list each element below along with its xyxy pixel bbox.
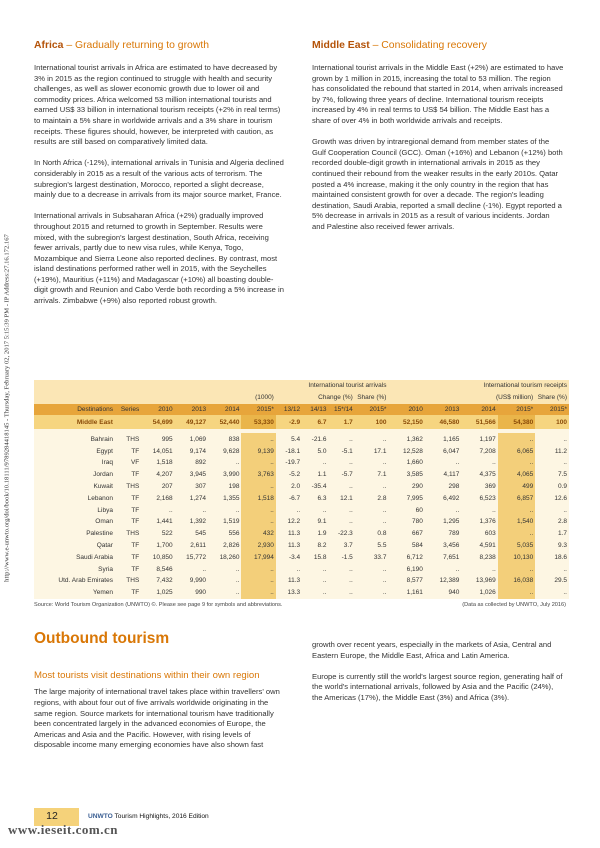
table-cell: .. xyxy=(241,563,275,575)
destination-cell: Yemen xyxy=(92,589,113,597)
outbound-right-column xyxy=(312,640,564,714)
destination-cell: Qatar xyxy=(96,541,113,549)
table-cell: 7.5 xyxy=(557,471,567,479)
table-cell: TF xyxy=(131,589,140,597)
table-row xyxy=(34,504,569,516)
table-cell: 1,540 xyxy=(498,516,535,528)
table-cell: 1,376 xyxy=(479,518,496,526)
table-cell: .. xyxy=(498,433,535,445)
table-cell: .. xyxy=(349,565,353,573)
africa-paragraph-3: International arrivals in Subsaharan Africa (+2%) gradually improved throughout 2015 and returned to growth in September. Results were mixed, with the subregion's largest destination, South Africa, receiving fewer arrivals, partly due to new visa rules, while Kenya, Togo, Mozambique and Sierra Leone also reported declines. By contrast, most island destinations performed rather well in 2015, with the Seychelles (+19%), Mauritius (+11%) and Madagascar (+10%) all boasting double-digit growth and Reunion and Cabo Verde both recording a 5% increase in arrivals. Zimbabwe (+9%) also reported robust growth. xyxy=(34,211,284,306)
table-cell: .. xyxy=(498,457,535,469)
table-cell: .. xyxy=(382,589,387,597)
table-cell: 6.7 xyxy=(302,415,328,429)
table-column-header-row xyxy=(34,404,569,416)
table-cell: 17.1 xyxy=(373,447,387,455)
table-cell: 15.8 xyxy=(313,553,327,561)
table-cell: 1,518 xyxy=(156,459,173,467)
table-cell: TF xyxy=(131,494,140,502)
africa-subtitle: – Gradually returning to growth xyxy=(63,40,209,51)
destination-cell: Kuwait xyxy=(93,482,113,490)
table-cell: 18,260 xyxy=(219,553,240,561)
middle-east-section xyxy=(312,40,564,243)
table-cell: 2.8 xyxy=(557,518,567,526)
table-cell: .. xyxy=(349,482,353,490)
table-cell: 16,038 xyxy=(498,575,535,587)
table-cell: 432 xyxy=(241,528,275,540)
table-cell: .. xyxy=(563,589,567,597)
table-cell: TF xyxy=(131,553,140,561)
table-cell: 9,139 xyxy=(241,445,275,457)
table-cell: .. xyxy=(202,565,207,573)
table-cell: .. xyxy=(241,575,275,587)
footer-publication: Tourism Highlights, 2016 Edition xyxy=(112,813,209,820)
table-cell: 5,035 xyxy=(498,540,535,552)
table-row xyxy=(34,457,569,469)
table-cell: TF xyxy=(131,471,140,479)
table-cell: .. xyxy=(563,506,567,514)
table-cell: 1,025 xyxy=(156,589,173,597)
table-cell: 100 xyxy=(535,415,569,429)
table-cell: .. xyxy=(563,565,567,573)
table-cell: 3,945 xyxy=(189,471,207,479)
table-cell: 15,772 xyxy=(186,553,207,561)
table-cell: 556 xyxy=(228,530,240,538)
table-cell: 8,238 xyxy=(479,553,496,561)
table-cell: 2.8 xyxy=(377,494,387,502)
middle-east-title xyxy=(312,40,564,51)
table-cell: .. xyxy=(498,563,535,575)
table-cell: 1,197 xyxy=(479,435,496,443)
table-cell: 3,763 xyxy=(241,469,275,481)
table-cell: 307 xyxy=(195,482,207,490)
table-cell: 789 xyxy=(448,530,460,538)
table-cell: THS xyxy=(126,435,140,443)
table-row xyxy=(34,563,569,575)
table-cell: TF xyxy=(131,541,140,549)
table-cell: 3,990 xyxy=(223,471,240,479)
middle-east-region-name: Middle East xyxy=(312,40,370,51)
table-cell: 990 xyxy=(195,589,207,597)
arrivals-units-header: (1000) xyxy=(141,392,276,404)
table-cell: 1.7 xyxy=(557,530,567,538)
table-cell: .. xyxy=(241,457,275,469)
table-cell: 1,161 xyxy=(406,589,423,597)
table-cell: 780 xyxy=(412,518,423,526)
table-cell: 1.1 xyxy=(317,471,327,479)
table-cell: 11.3 xyxy=(288,577,301,585)
table-row xyxy=(34,445,569,457)
column-header: 2010 xyxy=(141,404,174,416)
table-cell: 545 xyxy=(195,530,207,538)
table-cell: .. xyxy=(169,506,173,514)
table-cell: 9.1 xyxy=(317,518,327,526)
table-body xyxy=(34,415,569,598)
table-source-note: Source: World Tourism Organization (UNWTO) ©. Please see page 9 for symbols and abbreviations. xyxy=(34,602,283,608)
table-cell: 8,546 xyxy=(156,565,173,573)
destination-cell: Bahrain xyxy=(90,435,113,443)
table-cell: .. xyxy=(322,506,327,514)
table-cell: 4,065 xyxy=(498,469,535,481)
middle-east-paragraph-1: International tourist arrivals in the Middle East (+2%) are estimated to have grown by 1 million in 2015, increasing the total to 53 million. The region has consolidated the rebound that started in 2014, when arrivals increased by 7%, following three years of decline. International tourism receipts increased by 4% in real terms to US$ 54 billion. The Middle East has a share of over 4% in both worldwide arrivals and receipts. xyxy=(312,63,564,125)
receipts-share-header: Share (%) xyxy=(535,392,569,404)
destination-cell: Middle East xyxy=(34,415,115,429)
table-cell: 7,432 xyxy=(156,577,173,585)
table-cell: .. xyxy=(241,504,275,516)
outbound-subheading: Most tourists visit destinations within their own region xyxy=(34,670,260,681)
change-header: Change (%) xyxy=(276,392,355,404)
watermark-text: www.ieseit.com.cn xyxy=(8,822,118,837)
table-cell: .. xyxy=(322,577,327,585)
column-header: 2010 xyxy=(388,404,424,416)
table-cell: .. xyxy=(498,504,535,516)
table-cell: 522 xyxy=(161,530,173,538)
table-cell: .. xyxy=(492,565,496,573)
table-row xyxy=(34,481,569,493)
receipts-group-header: International tourism receipts xyxy=(388,380,569,392)
table-cell: 207 xyxy=(161,482,173,490)
footer-title xyxy=(88,813,209,820)
table-cell: 9,628 xyxy=(223,447,240,455)
table-cell: 1,392 xyxy=(189,518,207,526)
table-cell: TF xyxy=(131,506,140,514)
table-cell: 892 xyxy=(195,459,207,467)
table-cell: TF xyxy=(131,447,140,455)
table-cell: .. xyxy=(349,577,353,585)
table-cell: 5.4 xyxy=(291,435,301,443)
table-cell: 1,165 xyxy=(443,435,460,443)
table-cell: 369 xyxy=(484,482,496,490)
table-cell: 17,994 xyxy=(241,551,275,563)
table-cell: 52,440 xyxy=(208,415,241,429)
table-subgroup-header-row xyxy=(34,392,569,404)
table-cell: .. xyxy=(235,565,240,573)
table-cell: THS xyxy=(126,482,140,490)
table-total-row xyxy=(34,415,569,429)
table-cell: 5.0 xyxy=(317,447,327,455)
table-cell: 11.3 xyxy=(288,541,301,549)
table-row xyxy=(34,575,569,587)
table-cell: .. xyxy=(349,506,353,514)
africa-paragraph-1: International tourist arrivals in Africa are estimated to have decreased by 3% in 2015 as the region continued to struggle with health and security challenges, as well as slower economic growth due to lower oil and commodity prices. Africa welcomed 53 million international tourists and earned US$ 33 billion in international tourism receipts (+2% in real terms) to maintain a 5% share in worldwide arrivals and a 3% share in tourism receipts. These figures should, however, be interpreted with caution, as results are still based on comparatively limited data. xyxy=(34,63,281,147)
table-cell: TF xyxy=(131,565,140,573)
table-cell: 6,523 xyxy=(479,494,496,502)
table-cell: -19.7 xyxy=(285,459,301,467)
table-cell: 1,518 xyxy=(241,492,275,504)
table-cell: 14,051 xyxy=(152,447,173,455)
middle-east-subtitle: – Consolidating recovery xyxy=(369,40,487,51)
table-cell: 8.2 xyxy=(317,541,327,549)
table-cell: 60 xyxy=(415,506,423,514)
column-header: 2014 xyxy=(461,404,497,416)
table-cell: .. xyxy=(382,565,387,573)
table-cell: .. xyxy=(498,587,535,599)
table-cell: 5.5 xyxy=(377,541,387,549)
table-cell: -2.9 xyxy=(276,415,302,429)
table-cell: 198 xyxy=(228,482,240,490)
table-cell: .. xyxy=(296,506,301,514)
table-cell: 12,389 xyxy=(439,577,460,585)
table-cell: 1,355 xyxy=(223,494,240,502)
table-cell: 1,441 xyxy=(156,518,173,526)
table-cell: -5.2 xyxy=(288,471,301,479)
table-cell: 4,591 xyxy=(479,541,496,549)
table-row xyxy=(34,551,569,563)
table-cell: 6,047 xyxy=(443,447,460,455)
column-header: 2015* xyxy=(498,404,535,416)
table-cell: 6,712 xyxy=(406,553,423,561)
table-cell: .. xyxy=(455,459,460,467)
column-header: 13/12 xyxy=(276,404,302,416)
table-cell: 29.5 xyxy=(554,577,567,585)
column-header: 2013 xyxy=(175,404,208,416)
table-cell: .. xyxy=(241,516,275,528)
table-cell: 33.7 xyxy=(373,553,387,561)
share-header: Share (%) xyxy=(355,392,389,404)
table-cell: 2,930 xyxy=(241,540,275,552)
table-cell: 6.3 xyxy=(317,494,327,502)
column-header: 2015* xyxy=(241,404,275,416)
table-cell: .. xyxy=(349,518,353,526)
table-cell: .. xyxy=(235,577,240,585)
table-cell: THS xyxy=(126,577,140,585)
table-cell: 940 xyxy=(448,589,460,597)
table-cell: .. xyxy=(349,589,353,597)
table-cell: .. xyxy=(241,481,275,493)
table-cell: 1.7 xyxy=(328,415,354,429)
table-cell: -18.1 xyxy=(285,447,301,455)
table-cell: 18.6 xyxy=(554,553,567,561)
table-cell: 1,295 xyxy=(443,518,460,526)
table-cell: 12.6 xyxy=(554,494,567,502)
table-cell: 46,580 xyxy=(425,415,461,429)
table-cell: 9.3 xyxy=(557,541,567,549)
table-cell: .. xyxy=(349,435,353,443)
table-cell: 12.1 xyxy=(340,494,353,502)
side-access-url: http://www.e-unwto.org/doi/book/10.18111/9789284418145 - Thursday, February 02, 2017 5:15:39 PM - IP Address:27.16.172.167 xyxy=(3,234,11,582)
table-cell: 12,528 xyxy=(403,447,423,455)
table-cell: 7.1 xyxy=(377,471,387,479)
table-cell: 3.7 xyxy=(343,541,353,549)
destination-cell: Syria xyxy=(98,565,113,573)
outbound-paragraph-2: growth over recent years, especially in the markets of Asia, Central and Eastern Europe, the Middle East, Africa and Latin America. xyxy=(312,640,552,660)
table-cell: 499 xyxy=(498,481,535,493)
table-cell: .. xyxy=(235,506,240,514)
table-cell: .. xyxy=(492,506,496,514)
table-cell: 1,519 xyxy=(223,518,240,526)
table-cell: 1,660 xyxy=(406,459,423,467)
table-cell: 9,174 xyxy=(189,447,207,455)
table-cell: 6,857 xyxy=(498,492,535,504)
column-header: 2015* xyxy=(535,404,569,416)
table-cell: 54,699 xyxy=(141,415,174,429)
destination-cell: Lebanon xyxy=(87,494,113,502)
table-cell: 7,995 xyxy=(406,494,423,502)
table-cell: -1.5 xyxy=(341,553,353,561)
table-cell: .. xyxy=(492,459,496,467)
table-cell: 1.9 xyxy=(317,530,327,538)
table-data-note: (Data as collected by UNWTO, July 2016) xyxy=(462,602,566,608)
table-row xyxy=(34,492,569,504)
column-header: 2015* xyxy=(355,404,389,416)
destination-cell: Jordan xyxy=(93,471,113,479)
table-cell: 7,651 xyxy=(443,553,460,561)
table-cell: -21.6 xyxy=(311,435,327,443)
table-cell: 1,069 xyxy=(189,435,207,443)
table-cell: 4,207 xyxy=(156,471,173,479)
table-cell: 603 xyxy=(484,530,496,538)
outbound-left-column xyxy=(34,670,286,762)
table-cell: 53,330 xyxy=(241,415,275,429)
destination-cell: Libya xyxy=(97,506,113,514)
table-cell: .. xyxy=(322,459,327,467)
table-cell: VF xyxy=(130,459,140,467)
table-cell: TF xyxy=(131,518,140,526)
table-cell: 584 xyxy=(412,541,423,549)
table-cell: .. xyxy=(382,435,387,443)
table-cell: .. xyxy=(563,435,567,443)
table-cell: 1,700 xyxy=(156,541,173,549)
table-cell: .. xyxy=(563,459,567,467)
outbound-paragraph-1: The large majority of international travel takes place within travellers' own regions, with about four out of five arrivals worldwide originating in the same region. Source markets for international tourism have traditionally been concentrated largely in the advanced economies of Europe, the Americas and Asia and the Pacific. However, with rising levels of disposable income many emerging economies have also shown fast xyxy=(34,687,280,750)
table-cell: .. xyxy=(455,506,460,514)
outbound-paragraph-3: Europe is currently still the world's largest source region, generating half of the world's international arrivals, followed by Asia and the Pacific (24%), the Americas (17%), the Middle East (3%) and Africa (3%). xyxy=(312,671,563,702)
table-cell: 49,127 xyxy=(175,415,208,429)
table-cell: 13,969 xyxy=(475,577,496,585)
table-cell: 4,375 xyxy=(479,471,496,479)
table-cell: 12.2 xyxy=(287,518,301,526)
table-row xyxy=(34,587,569,599)
table-cell: 13.3 xyxy=(287,589,301,597)
table-row xyxy=(34,516,569,528)
column-header: 14/13 xyxy=(302,404,328,416)
destination-cell: Iraq xyxy=(101,459,113,467)
africa-paragraph-2: In North Africa (-12%), international arrivals in Tunisia and Algeria declined considerably in 2015 as a result of the various acts of terrorism. The subregion's largest destination, Morocco, reported a slight decrease, mainly due to a decrease in arrivals from its major source market, France. xyxy=(34,158,284,200)
column-header: 2014 xyxy=(208,404,241,416)
table-row xyxy=(34,528,569,540)
table-cell: .. xyxy=(241,587,275,599)
destination-cell: Palestine xyxy=(86,530,113,538)
table-cell: .. xyxy=(498,528,535,540)
table-cell: 6,065 xyxy=(498,445,535,457)
africa-section xyxy=(34,40,286,317)
table-cell: -5.1 xyxy=(341,447,353,455)
footer-brand: UNWTO xyxy=(88,813,113,820)
table-cell: .. xyxy=(382,506,387,514)
table-cell: 11.3 xyxy=(288,530,301,538)
table-cell: 4,117 xyxy=(443,471,460,479)
table-cell: 54,380 xyxy=(498,415,535,429)
table-row xyxy=(34,540,569,552)
table-cell: -22.3 xyxy=(337,530,353,538)
table-cell: -3.4 xyxy=(288,553,301,561)
table-cell: .. xyxy=(296,565,301,573)
table-cell: 3,585 xyxy=(406,471,423,479)
table-cell: 52,150 xyxy=(388,415,424,429)
table-cell: .. xyxy=(322,565,327,573)
table-cell: -6.7 xyxy=(288,494,301,502)
table-cell: 2,611 xyxy=(190,541,207,549)
destination-cell: Egypt xyxy=(96,447,113,455)
page-number: 12 xyxy=(46,810,58,822)
table-row xyxy=(34,469,569,481)
table-cell: 2,168 xyxy=(156,494,173,502)
table-cell: 10,850 xyxy=(152,553,173,561)
table-cell: 290 xyxy=(412,482,423,490)
table-cell: 11.2 xyxy=(554,447,567,455)
table-cell: 6,190 xyxy=(406,565,423,573)
table-cell: 995 xyxy=(161,435,173,443)
table-cell: 3,456 xyxy=(443,541,460,549)
table-cell: 298 xyxy=(448,482,460,490)
africa-title xyxy=(34,40,286,51)
table-cell: .. xyxy=(382,459,387,467)
table-cell xyxy=(115,415,141,429)
middle-east-paragraph-2: Growth was driven by intraregional demand from member states of the Gulf Cooperation Council (GCC). Oman (+16%) and Lebanon (+12%) both recorded double-digit growth in international arrivals in 2015 as they continued their rebound from the weaker results in the early 2010s. Qatar posted a 4% increase, making it the only country in the region that has maintained consistent growth for over a decade. The region's leading destination, Saudi Arabia, reported a small decline (-1%). Egypt reported a 5% decrease in arrivals in 2015 as a result of various incidents. Jordan and Palestine also received fewer arrivals. xyxy=(312,137,563,231)
receipts-units-header: (US$ million) xyxy=(388,392,535,404)
table-cell: 1,026 xyxy=(479,589,496,597)
table-cell: 7,208 xyxy=(479,447,496,455)
outbound-tourism-heading: Outbound tourism xyxy=(34,630,170,647)
table-cell: 0.8 xyxy=(377,530,387,538)
arrivals-group-header: International tourist arrivals xyxy=(141,380,388,392)
table-cell: 1,274 xyxy=(189,494,207,502)
table-cell: -35.4 xyxy=(311,482,327,490)
table-cell: 1,362 xyxy=(406,435,423,443)
table-cell: .. xyxy=(235,459,240,467)
middle-east-statistics-table xyxy=(34,380,569,599)
data-table xyxy=(34,380,569,599)
destination-cell: Utd. Arab Emirates xyxy=(58,577,113,585)
column-header: Series xyxy=(115,404,141,416)
table-cell: 838 xyxy=(228,435,240,443)
column-header: 15*/14 xyxy=(328,404,354,416)
table-cell: 8,577 xyxy=(406,577,423,585)
africa-region-name: Africa xyxy=(34,40,64,51)
table-cell: 10,130 xyxy=(498,551,535,563)
table-cell: .. xyxy=(241,433,275,445)
table-cell: -5.7 xyxy=(341,471,353,479)
table-group-header-row xyxy=(34,380,569,392)
table-cell: .. xyxy=(382,482,387,490)
table-cell: .. xyxy=(382,577,387,585)
table-cell: 100 xyxy=(355,415,389,429)
table-cell: .. xyxy=(349,459,353,467)
table-cell: 2.0 xyxy=(291,482,301,490)
table-cell: 6,492 xyxy=(443,494,460,502)
destination-cell: Saudi Arabia xyxy=(76,553,113,561)
table-cell: 0.9 xyxy=(557,482,567,490)
table-cell: 51,566 xyxy=(461,415,497,429)
destination-cell: Oman xyxy=(95,518,113,526)
table-cell: THS xyxy=(126,530,140,538)
column-header: 2013 xyxy=(425,404,461,416)
table-cell: 9,990 xyxy=(189,577,207,585)
table-cell: 2,826 xyxy=(223,541,240,549)
table-row xyxy=(34,433,569,445)
table-cell: .. xyxy=(322,589,327,597)
table-cell: .. xyxy=(382,518,387,526)
table-cell: .. xyxy=(202,506,207,514)
table-cell: .. xyxy=(235,589,240,597)
column-header: Destinations xyxy=(34,404,115,416)
table-cell: 667 xyxy=(412,530,423,538)
table-cell: .. xyxy=(455,565,460,573)
